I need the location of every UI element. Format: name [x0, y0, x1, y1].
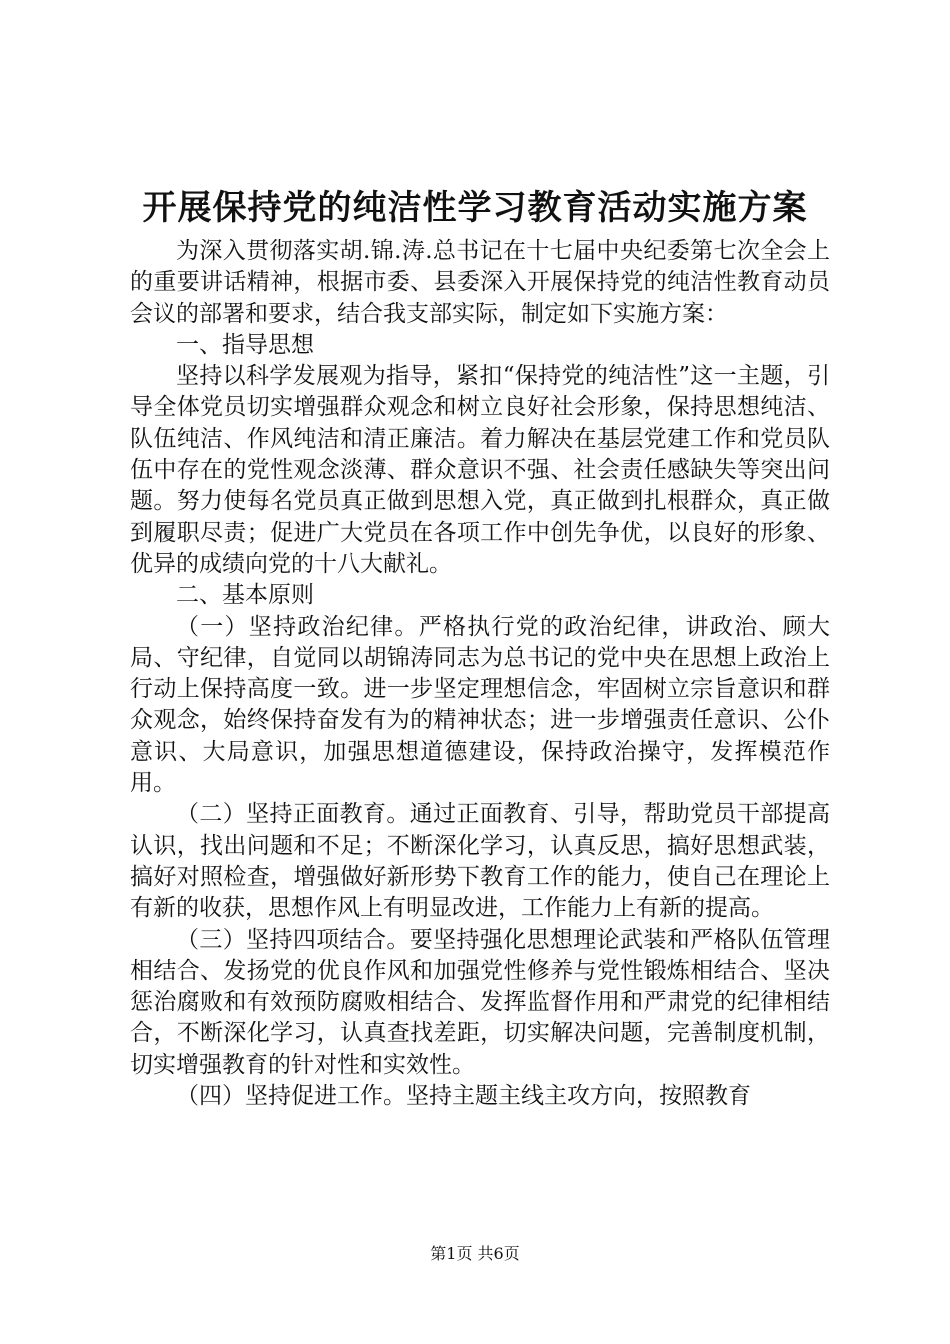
- section-heading-guiding-ideology: 一、指导思想: [176, 331, 314, 358]
- principle-3-paragraph: （三）坚持四项结合。要坚持强化思想理论武装和严格队伍管理相结合、发扬党的优良作风和加强党性修养与党性锻炼相结合、坚决惩治腐败和有效预防腐败相结合、发挥监督作用和严肃党的纪律相结合，不断深化学习，认真查找差距，切实解决问题，完善制度机制，切实增强教育的针对性和实效性。: [130, 926, 830, 1078]
- document-body: [130, 236, 830, 1112]
- document-title: 开展保持党的纯洁性学习教育活动实施方案: [142, 188, 808, 228]
- principle-2-paragraph: （二）坚持正面教育。通过正面教育、引导，帮助党员干部提高认识，找出问题和不足；不断深化学习，认真反思，搞好思想武装，搞好对照检查，增强做好新形势下教育工作的能力，使自己在理论上有新的收获，思想作风上有明显改进，工作能力上有新的提高。: [130, 801, 830, 922]
- intro-paragraph: 为深入贯彻落实胡.锦.涛.总书记在十七届中央纪委第七次全会上的重要讲话精神，根据市委、县委深入开展保持党的纯洁性教育动员会议的部署和要求，结合我支部实际，制定如下实施方案：: [130, 238, 830, 327]
- section-heading-basic-principles: 二、基本原则: [176, 582, 314, 609]
- guiding-ideology-paragraph: 坚持以科学发展观为指导，紧扣“保持党的纯洁性”这一主题，引导全体党员切实增强群众观念和树立良好社会形象，保持思想纯洁、队伍纯洁、作风纯洁和清正廉洁。着力解决在基层党建工作和党员队伍中存在的党性观念淡薄、群众意识不强、社会责任感缺失等突出问题。努力使每名党员真正做到思想入党，真正做到扎根群众，真正做到履职尽责；促进广大党员在各项工作中创先争优，以良好的形象、优异的成绩向党的十八大献礼。: [130, 363, 830, 577]
- page-footer: 第1页 共6页: [430, 1244, 520, 1263]
- principle-4-paragraph: （四）坚持促进工作。坚持主题主线主攻方向，按照教育: [176, 1083, 751, 1110]
- principle-1-paragraph: （一）坚持政治纪律。严格执行党的政治纪律，讲政治、顾大局、守纪律，自觉同以胡锦涛同志为总书记的党中央在思想上政治上行动上保持高度一致。进一步坚定理想信念，牢固树立宗旨意识和群众观念，始终保持奋发有为的精神状态；进一步增强责任意识、公仆意识、大局意识，加强思想道德建设，保持政治操守，发挥模范作用。: [130, 613, 830, 797]
